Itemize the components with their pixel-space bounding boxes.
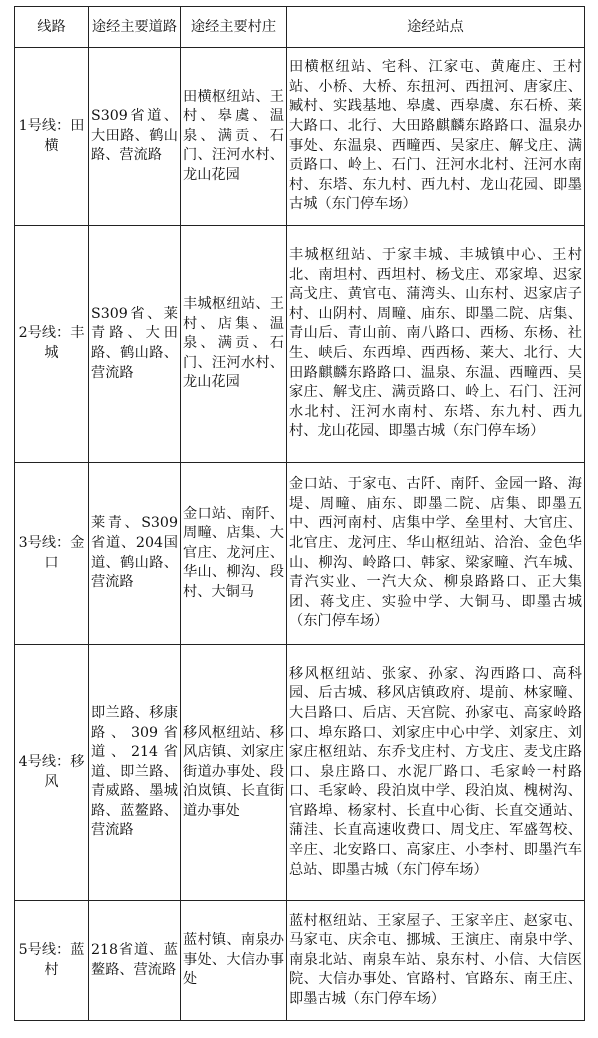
route-name: 4号线：移风 (15, 645, 89, 901)
route-stops: 移风枢纽站、张家、孙家、沟西路口、高科园、后古城、移风店镇政府、堤前、林家疃、大吕路口、后店、天宫院、孙家屯、高家岭路口、埠东路口、刘家庄中心中学、刘家庄、刘家庄枢纽站、东乔戈庄村、方戈庄、麦戈庄路口、泉庄路口、水泥厂路口、毛家岭一村路口、毛家岭、段泊岚中学、段泊岚、槐树沟、官路埠、杨家村、长直中心街、长直交通站、蒲洼、长直高速收费口、周戈庄、军盛驾校、辛庄、北安路口、高家庄、小李村、即墨汽车总站、即墨古城（东门停车场） (287, 645, 585, 901)
route-roads: 莱青、S309省道、204国道、鹤山路、营流路 (89, 463, 181, 645)
route-roads: S309省道、大田路、鹤山路、营流路 (89, 48, 181, 226)
table-row (15, 901, 585, 1021)
header-line: 线路 (15, 7, 89, 48)
route-villages: 移风枢纽站、移风店镇、刘家庄街道办事处、段泊岚镇、长直街道办事处 (181, 645, 287, 901)
route-roads: 即兰路、移康路、309省道、214省道、即兰路、青威路、墨城路、蓝鳌路、营流路 (89, 645, 181, 901)
route-table-container (14, 6, 584, 1021)
route-name: 5号线：蓝村 (15, 901, 89, 1021)
header-stops: 途经站点 (287, 7, 585, 48)
route-stops: 丰城枢纽站、于家丰城、丰城镇中心、王村北、南坦村、西坦村、杨戈庄、邓家埠、迟家高戈庄、黄官屯、蒲湾头、山东村、迟家店子村、山阴村、周疃、庙东、即墨二院、店集、青山后、青山前、南八路口、西杨、东杨、社生、峡后、东西埠、西西杨、莱大、北行、大田路麒麟东路路口、温泉、东温、西疃西、吴家庄、解戈庄、满贡路口、岭上、石门、汪河水北村、汪河水南村、东塔、东九村、西九村、龙山花园、即墨古城（东门停车场） (287, 226, 585, 463)
header-roads: 途经主要道路 (89, 7, 181, 48)
route-villages: 丰城枢纽站、王村、店集、温泉、满贡、石门、汪河水村、龙山花园 (181, 226, 287, 463)
route-villages: 蓝村镇、南泉办事处、大信办事处 (181, 901, 287, 1021)
route-roads: 218省道、蓝鳌路、营流路 (89, 901, 181, 1021)
route-roads: S309省、莱青路、大田路、鹤山路、营流路 (89, 226, 181, 463)
header-row (15, 7, 585, 48)
route-stops: 金口站、于家屯、古阡、南阡、金园一路、海堤、周疃、庙东、即墨二院、店集、即墨五中、西河南村、店集中学、垒里村、大官庄、北官庄、龙河庄、华山枢纽站、洽治、金色华山、柳沟、岭路口、韩家、梁家疃、汽车城、青汽实业、一汽大众、柳泉路路口、正大集团、蒋戈庄、实验中学、大铜马、即墨古城（东门停车场） (287, 463, 585, 645)
table-row (15, 48, 585, 226)
route-name: 2号线：丰城 (15, 226, 89, 463)
table-row (15, 463, 585, 645)
bus-route-table (14, 6, 585, 1021)
route-stops: 蓝村枢纽站、王家屋子、王家辛庄、赵家屯、马家屯、庆余屯、挪城、王演庄、南泉中学、南泉北站、南泉车站、泉东村、小信、大信医院、大信办事处、官路村、官路东、南王庄、即墨古城（东门停车场） (287, 901, 585, 1021)
table-row (15, 645, 585, 901)
route-villages: 金口站、南阡、周疃、店集、大官庄、龙河庄、华山、柳沟、段村、大铜马 (181, 463, 287, 645)
route-stops: 田横枢纽站、宅科、江家屯、黄庵庄、王村站、小桥、大桥、东扭河、西扭河、唐家庄、臧村、实践基地、皋虞、西皋虞、东石桥、莱大路口、北行、大田路麒麟东路路口、温泉办事处、东温泉、西疃西、吴家庄、解戈庄、满贡路口、岭上、石门、汪河水北村、汪河水南村、东塔、东九村、西九村、龙山花园、即墨古城（东门停车场） (287, 48, 585, 226)
route-name: 1号线：田横 (15, 48, 89, 226)
header-villages: 途经主要村庄 (181, 7, 287, 48)
table-row (15, 226, 585, 463)
route-name: 3号线：金口 (15, 463, 89, 645)
route-villages: 田横枢纽站、王村、皋虞、温泉、满贡、石门、汪河水村、龙山花园 (181, 48, 287, 226)
